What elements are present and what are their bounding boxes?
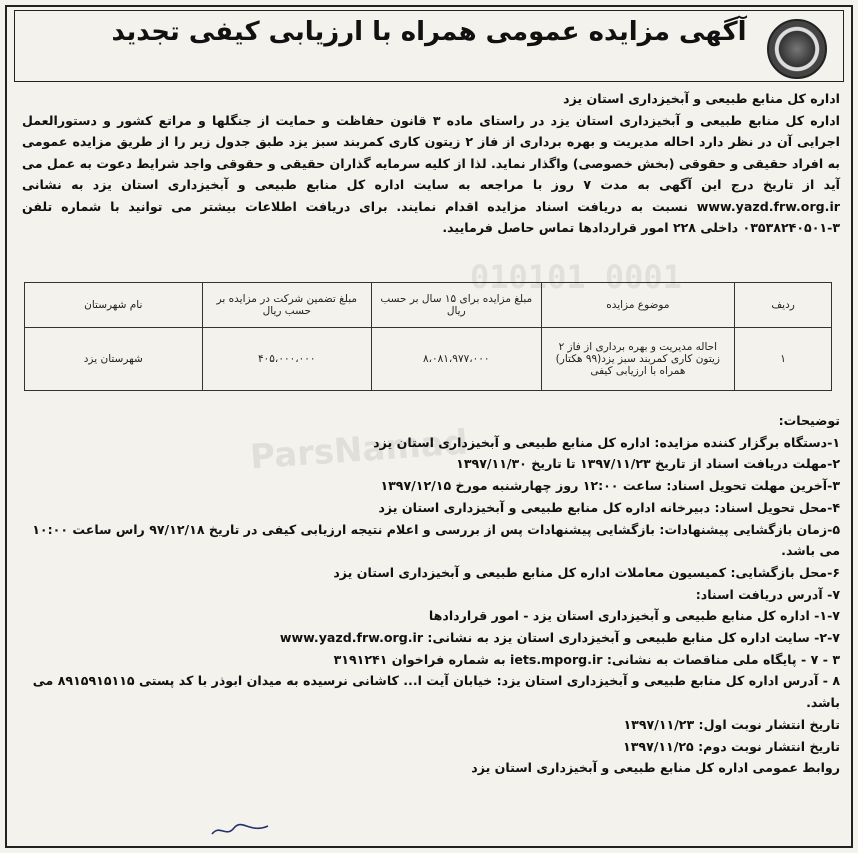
intro-section — [22, 88, 840, 239]
table-row — [25, 328, 832, 391]
header-row-number: ردیف — [735, 283, 832, 328]
emblem-icon — [767, 19, 827, 79]
footer-public-relations: روابط عمومی اداره کل منابع طبیعی و آبخیزداری استان یزد — [471, 760, 840, 776]
header-auction-amount: مبلغ مزایده برای ۱۵ سال بر حسب ریال — [372, 283, 541, 328]
note-item: ۳ - ۷ - پایگاه ملی مناقصات به نشانی: iets.mporg.ir به شماره فراخوان ۳۱۹۱۲۴۱ — [333, 651, 840, 667]
watermark-digits: 010101 0001 — [470, 258, 682, 296]
intro-paragraph: اداره کل منابع طبیعی و آبخیزداری استان یزد در راستای ماده ۳ قانون حفاظت و حمایت از جنگلها و مراتع کشور و دستورالعمل اجرایی آن در نظر دارد احاله مدیریت و بهره برداری از فاز ۲ زیتون کاری کمربند سبز یزد طبق جدول زیر را از طریق مزایده عمومی به افراد حقیقی و حقوقی (بخش خصوصی) واگذار نماید. لذا از کلیه سرمایه گذاران حقیقی و حقوقی واجد شرایط دعوت به عمل می آید از تاریخ درج این آگهی به مدت ۷ روز با مراجعه به سایت اداره کل منابع طبیعی و آبخیزداری استان یزد به نشانی www.yazd.frw.org.ir نسبت به دریافت اسناد مزایده اقدام نمایند. برای دریافت اطلاعات بیشتر می توانید با شماره تلفن ۳-۰۳۵۳۸۲۴۰۵۰۱ داخلی ۲۲۸ امور قراردادها تماس حاصل فرمایید. — [22, 112, 841, 235]
table-header-row — [25, 283, 832, 328]
cell-guarantee-amount: ۴۰۵،۰۰۰،۰۰۰ — [202, 328, 371, 391]
org-name: اداره کل منابع طبیعی و آبخیزداری استان یزد — [563, 91, 840, 106]
note-item: ۲-۷- سایت اداره کل منابع طبیعی و آبخیزداری استان یزد به نشانی: www.yazd.frw.org.ir — [279, 630, 840, 646]
header-city: نام شهرستان — [25, 283, 203, 328]
publish-date-first: تاریخ انتشار نوبت اول: ۱۳۹۷/۱۱/۲۳ — [623, 716, 840, 732]
signature-icon — [210, 820, 270, 840]
page-title: آگهی مزایده عمومی همراه با ارزیابی کیفی تجدید — [111, 17, 747, 47]
header-box — [14, 10, 844, 82]
note-item: ۱-۷- اداره کل منابع طبیعی و آبخیزداری استان یزد - امور قراردادها — [428, 608, 840, 624]
publish-date-second: تاریخ انتشار نوبت دوم: ۱۳۹۷/۱۱/۲۵ — [623, 738, 840, 754]
cell-city: شهرستان یزد — [25, 328, 203, 391]
note-item: ۶-محل بازگشایی: کمیسیون معاملات اداره کل منابع طبیعی و آبخیزداری استان یزد — [333, 564, 840, 580]
auction-table — [24, 282, 832, 391]
header-subject: موضوع مزایده — [541, 283, 735, 328]
cell-auction-amount: ۸،۰۸۱،۹۷۷،۰۰۰ — [372, 328, 541, 391]
cell-subject: احاله مدیریت و بهره برداری از فاز ۲ زیتون کاری کمربند سبز یزد(۹۹ هکتار) همراه با ارزیابی کیفی — [541, 328, 735, 391]
note-item: ۸ - آدرس اداره کل منابع طبیعی و آبخیزداری استان یزد: خیابان آیت ا... کاشانی نرسیده به میدان ابوذر با کد پستی ۸۹۱۵۹۱۵۱۱۵ می باشد. — [32, 673, 840, 711]
notes-section — [22, 410, 840, 779]
note-item: ۴-محل تحویل اسناد: دبیرخانه اداره کل منابع طبیعی و آبخیزداری استان یزد — [378, 499, 840, 515]
note-item: ۵-زمان بازگشایی پیشنهادات: بازگشایی پیشنهادات پس از بررسی و اعلام نتیجه ارزیابی کیفی در تاریخ ۹۷/۱۲/۱۸ راس ساعت ۱۰:۰۰ می باشد. — [32, 521, 840, 559]
note-item: ۷- آدرس دریافت اسناد: — [695, 586, 840, 602]
notes-heading: توضیحات: — [778, 413, 840, 428]
note-item: ۲-مهلت دریافت اسناد از تاریخ ۱۳۹۷/۱۱/۲۳ تا تاریخ ۱۳۹۷/۱۱/۳۰ — [456, 456, 840, 472]
cell-row-number: ۱ — [735, 328, 832, 391]
header-guarantee-amount: مبلغ تضمین شرکت در مزایده بر حسب ریال — [202, 283, 371, 328]
watermark-text: ParsNamad — [248, 422, 470, 478]
note-item: ۳-آخرین مهلت تحویل اسناد: ساعت ۱۲:۰۰ روز چهارشنبه مورخ ۱۳۹۷/۱۲/۱۵ — [380, 478, 840, 494]
note-item: ۱-دستگاه برگزار کننده مزایده: اداره کل منابع طبیعی و آبخیزداری استان یزد — [373, 434, 840, 450]
